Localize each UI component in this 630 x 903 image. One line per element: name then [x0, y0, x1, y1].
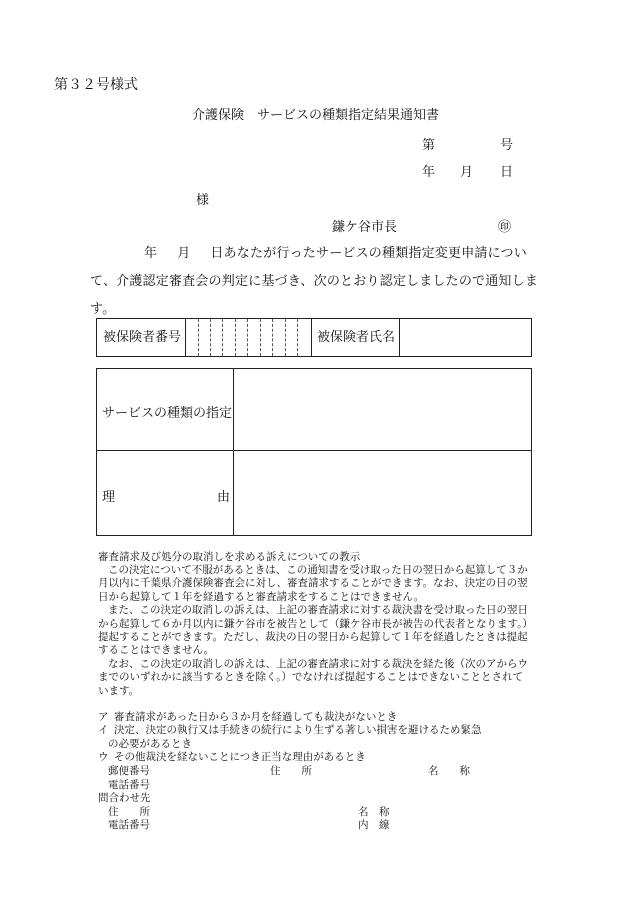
inquiry-phone-label: 電話番号	[108, 819, 150, 831]
item-text: 審査請求があった日から３か月を経過しても裁決がないとき	[114, 711, 398, 723]
notice-paragraph: この決定について不服があるときは、この通知書を受け取った日の翌日から起算して３か月以内に千葉県介護保険審査会に対し、審査請求することができます。なお、決定の日の翌日から起算して１年を経過すると審査請求をすることはできません。	[98, 564, 528, 603]
digit-divider	[198, 319, 199, 356]
reason-label-first: 理	[102, 490, 116, 505]
digit-divider	[222, 319, 223, 356]
item-text: その他裁決を経ないことにつき正当な理由があるとき	[114, 751, 366, 764]
digit-divider	[297, 319, 298, 356]
digit-divider	[285, 319, 286, 356]
phone-label: 電話番号	[108, 779, 150, 791]
notice-paragraphs	[98, 564, 530, 698]
table-divider	[97, 450, 531, 451]
item-text: 決定、決定の執行又は手続きの続行により生ずる著しい損害を避けるため緊急	[114, 724, 482, 737]
date-day: 日	[500, 165, 514, 180]
insured-number-label: 被保険者番号	[103, 330, 182, 345]
name-label: 名 称	[428, 765, 470, 777]
body-month: 月	[177, 246, 191, 261]
reason-label-second: 由	[217, 490, 231, 505]
body-text: 日あなたが行ったサービスの種類指定変更申請について、介護認定審査会の判定に基づき、次のとおり認定しましたので通知します。	[90, 246, 539, 317]
digit-divider	[247, 319, 248, 356]
inquiry-label: 問合わせ先	[98, 792, 151, 804]
digit-divider	[235, 319, 236, 356]
list-item	[98, 751, 538, 764]
service-table	[96, 368, 532, 536]
table-divider	[311, 319, 312, 356]
list-item	[98, 724, 538, 737]
inquiry-name-label: 名 称	[358, 806, 390, 818]
list-item	[98, 711, 538, 724]
insured-name-label: 被保険者氏名	[317, 330, 396, 345]
extension-label: 内 線	[358, 819, 390, 831]
digit-divider	[260, 319, 261, 356]
address-label: 住 所	[270, 765, 312, 777]
digit-divider	[272, 319, 273, 356]
inquiry-address-label: 住 所	[108, 806, 150, 818]
document-title: 介護保険 サービスの種類指定結果通知書	[192, 108, 440, 123]
number-suffix: 号	[500, 138, 514, 153]
exception-list	[98, 711, 538, 765]
digit-divider	[210, 319, 211, 356]
notice-heading: 審査請求及び処分の取消しを求める訴えについての教示	[98, 551, 361, 563]
date-month: 月	[460, 165, 474, 180]
item-mark: ア	[98, 711, 109, 723]
item-mark: ウ	[98, 751, 109, 764]
table-divider	[233, 369, 234, 535]
notice-paragraph: なお、この決定の取消しの訴えは、上記の審査請求に対する裁決を経た後（次のアからウまでのいずれかに該当するときを除く。）でなければ提起することはできないこととされています。	[98, 657, 528, 697]
service-type-label: サービスの種類の指定	[102, 406, 233, 421]
table-divider	[399, 319, 400, 356]
postal-code-label: 郵便番号	[108, 765, 150, 777]
recipient-suffix: 様	[196, 193, 210, 208]
seal-mark: ㊞	[498, 220, 512, 235]
issuer-name: 鎌ケ谷市長	[332, 220, 398, 235]
item-mark: イ	[98, 724, 109, 737]
notice-body	[90, 240, 552, 324]
number-prefix: 第	[422, 138, 436, 153]
insured-info-table	[96, 318, 532, 357]
item-text: の必要があるとき	[108, 737, 192, 750]
form-number: 第３２号様式	[54, 77, 138, 93]
table-divider	[185, 319, 186, 356]
notice-paragraph: また、この決定の取消しの訴えは、上記の審査請求に対する裁決書を受け取った日の翌日から起算して６か月以内に鎌ケ谷市を被告として（鎌ケ谷市長が被告の代表者となります。）提起することができます。ただし、裁決の日の翌日から起算して１年を経過したときは提起することはできません。	[98, 604, 528, 657]
date-year: 年	[422, 165, 436, 180]
list-item	[98, 738, 538, 751]
body-year: 年	[144, 246, 158, 261]
